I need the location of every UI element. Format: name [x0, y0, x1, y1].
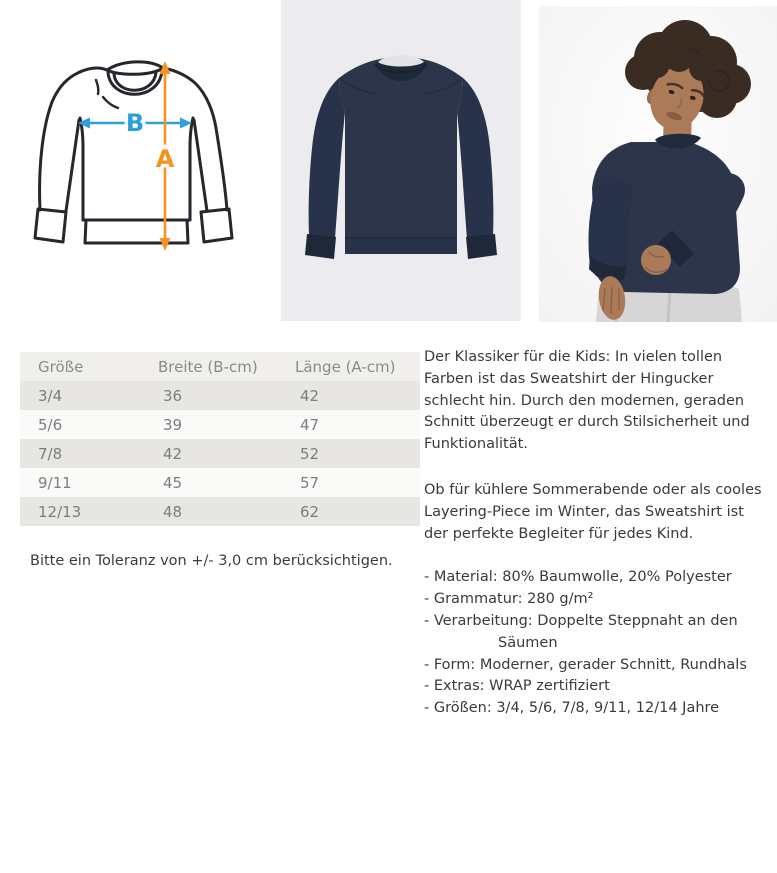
spec-line: - Form: Moderner, gerader Schnitt, Rundhals: [424, 656, 747, 673]
tolerance-note: Bitte ein Toleranz von +/- 3,0 cm berücksichtigen.: [30, 553, 393, 569]
flat-sweatshirt-illustration: [281, 0, 521, 321]
sweatshirt-outline-drawing: [35, 62, 232, 243]
fist: [641, 245, 671, 275]
size-table: [20, 352, 420, 526]
table-row: 3/4 36 42: [20, 381, 420, 410]
size-table-header-row: [20, 352, 420, 381]
description-line: Der Klassiker für die Kids: In vielen tollen: [424, 349, 723, 365]
table-row: 12/13 48 62: [20, 497, 420, 526]
description-line: Schnitt überzeugt er durch Stilsicherheit und: [424, 414, 750, 431]
description-line: Farben ist das Sweatshirt der Hingucker: [424, 370, 714, 387]
model-illustration: [539, 6, 777, 322]
length-arrow-label: A: [155, 145, 175, 173]
product-photo-flat: [281, 0, 521, 321]
spec-line: - Extras: WRAP zertifiziert: [424, 678, 610, 695]
description-line: Layering-Piece im Winter, das Sweatshirt ist: [424, 503, 744, 520]
table-row: 7/8 42 52: [20, 439, 420, 468]
length-arrow: [156, 61, 175, 251]
spec-line: - Verarbeitung: Doppelte Steppnaht an den: [424, 612, 738, 629]
width-arrow: [78, 109, 192, 137]
spec-line: - Größen: 3/4, 5/6, 7/8, 9/11, 12/14 Jahre: [424, 700, 720, 717]
spec-line: - Material: 80% Baumwolle, 20% Polyester: [424, 569, 732, 586]
column-header-width: Breite (B-cm): [158, 352, 295, 381]
size-diagram-svg: [30, 48, 252, 253]
spec-line: Säumen: [498, 634, 558, 651]
description-line: Ob für kühlere Sommerabende oder als cooles: [424, 481, 762, 498]
column-header-length: Länge (A-cm): [295, 352, 420, 381]
description-line: der perfekte Begleiter für jedes Kind.: [424, 525, 694, 542]
column-header-size: Größe: [20, 352, 158, 381]
description-line: schlecht hin. Durch den modernen, geraden: [424, 392, 745, 409]
table-row: 5/6 39 47: [20, 410, 420, 439]
spec-line: - Grammatur: 280 g/m²: [424, 591, 594, 608]
product-photo-model: [539, 6, 777, 322]
size-diagram: [30, 48, 252, 253]
description-line: Funktionalität.: [424, 436, 528, 453]
table-row: 9/11 45 57: [20, 468, 420, 497]
product-description: [424, 347, 777, 720]
width-arrow-label: B: [125, 109, 145, 137]
